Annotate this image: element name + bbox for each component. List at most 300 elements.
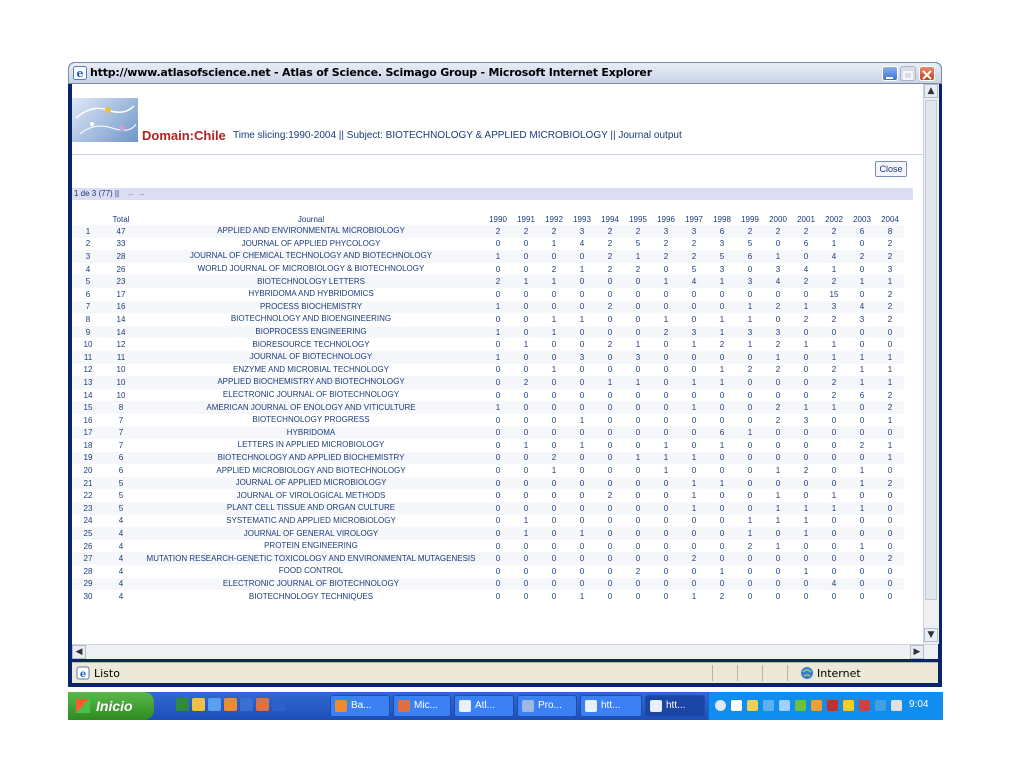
table-row [72, 578, 904, 591]
row-year-count: 0 [624, 464, 652, 477]
row-year-count: 2 [764, 338, 792, 351]
row-rank: 12 [72, 364, 104, 377]
row-year-count: 2 [596, 338, 624, 351]
row-total: 17 [104, 288, 138, 301]
header-journal: Journal [297, 214, 325, 224]
row-year-count: 0 [484, 489, 512, 502]
taskbar-item[interactable] [454, 695, 514, 717]
row-year-count: 0 [680, 439, 708, 452]
row-total: 4 [104, 578, 138, 591]
row-journal: ELECTRONIC JOURNAL OF BIOTECHNOLOGY [138, 389, 484, 402]
taskbar-item[interactable] [517, 695, 577, 717]
row-rank: 14 [72, 389, 104, 402]
row-year-count: 0 [736, 578, 764, 591]
row-total: 12 [104, 338, 138, 351]
table-row [72, 225, 904, 238]
row-year-count: 0 [792, 477, 820, 490]
row-year-count: 0 [848, 527, 876, 540]
scroll-right-button[interactable]: ▶ [910, 645, 924, 659]
tray-arrow-icon[interactable] [715, 700, 726, 711]
row-rank: 21 [72, 477, 104, 490]
header-year: 1995 [629, 214, 647, 224]
table-row [72, 515, 904, 528]
table-row [72, 338, 904, 351]
row-year-count: 0 [736, 351, 764, 364]
row-year-count: 0 [624, 427, 652, 440]
row-year-count: 0 [848, 452, 876, 465]
row-year-count: 1 [820, 489, 848, 502]
row-year-count: 5 [624, 238, 652, 251]
volume-icon[interactable] [875, 700, 886, 711]
row-year-count: 2 [764, 364, 792, 377]
row-year-count: 0 [848, 427, 876, 440]
row-year-count: 1 [652, 275, 680, 288]
row-total: 7 [104, 414, 138, 427]
row-year-count: 1 [540, 364, 568, 377]
row-year-count: 1 [876, 376, 904, 389]
header-year: 1990 [489, 214, 507, 224]
row-year-count: 0 [484, 527, 512, 540]
row-year-count: 4 [568, 238, 596, 251]
row-year-count: 1 [652, 452, 680, 465]
tray-app-icon[interactable] [891, 700, 902, 711]
row-total: 4 [104, 515, 138, 528]
row-year-count: 0 [792, 427, 820, 440]
system-tray [708, 692, 943, 720]
row-year-count: 0 [736, 590, 764, 603]
row-year-count: 3 [652, 225, 680, 238]
scroll-down-button[interactable]: ▼ [924, 628, 938, 642]
row-year-count: 0 [540, 578, 568, 591]
row-year-count: 3 [848, 313, 876, 326]
row-year-count: 0 [820, 326, 848, 339]
horizontal-scrollbar[interactable] [72, 644, 938, 659]
header-year: 1994 [601, 214, 619, 224]
row-year-count: 2 [876, 401, 904, 414]
tray-app-icon[interactable] [859, 700, 870, 711]
row-year-count: 5 [708, 250, 736, 263]
row-year-count: 2 [680, 552, 708, 565]
row-year-count: 1 [596, 376, 624, 389]
row-year-count: 1 [540, 313, 568, 326]
row-journal: ENZYME AND MICROBIAL TECHNOLOGY [138, 364, 484, 377]
row-year-count: 2 [624, 565, 652, 578]
row-journal: BIOTECHNOLOGY TECHNIQUES [138, 590, 484, 603]
row-year-count: 0 [624, 502, 652, 515]
row-year-count: 0 [596, 439, 624, 452]
row-year-count: 0 [708, 552, 736, 565]
maximize-icon [901, 69, 915, 82]
row-year-count: 1 [792, 301, 820, 314]
word-icon[interactable] [272, 698, 285, 711]
header-rank [72, 213, 104, 225]
row-year-count: 0 [540, 414, 568, 427]
row-year-count: 1 [792, 527, 820, 540]
row-rank: 6 [72, 288, 104, 301]
row-year-count: 0 [848, 263, 876, 276]
row-year-count: 2 [876, 238, 904, 251]
row-rank: 10 [72, 338, 104, 351]
row-year-count: 0 [596, 313, 624, 326]
row-rank: 7 [72, 301, 104, 314]
table-row [72, 590, 904, 603]
row-year-count: 1 [848, 275, 876, 288]
row-year-count: 0 [652, 401, 680, 414]
task-label: Pro... [538, 700, 562, 711]
row-year-count: 0 [736, 288, 764, 301]
row-year-count: 0 [876, 489, 904, 502]
row-year-count: 0 [792, 376, 820, 389]
table-row [72, 464, 904, 477]
row-year-count: 0 [540, 427, 568, 440]
row-year-count: 1 [512, 439, 540, 452]
row-year-count: 0 [764, 376, 792, 389]
row-year-count: 5 [736, 238, 764, 251]
row-year-count: 0 [708, 301, 736, 314]
row-year-count: 0 [540, 250, 568, 263]
start-button[interactable] [68, 692, 154, 720]
row-year-count: 0 [652, 527, 680, 540]
powerpoint-icon[interactable] [224, 698, 237, 711]
row-year-count: 2 [792, 313, 820, 326]
row-year-count: 1 [820, 502, 848, 515]
row-year-count: 0 [484, 552, 512, 565]
row-year-count: 0 [736, 439, 764, 452]
outlook-icon[interactable] [240, 698, 253, 711]
row-year-count: 0 [652, 515, 680, 528]
row-year-count: 1 [484, 351, 512, 364]
row-year-count: 1 [568, 313, 596, 326]
row-year-count: 6 [792, 238, 820, 251]
row-year-count: 0 [512, 565, 540, 578]
row-rank: 17 [72, 427, 104, 440]
row-total: 26 [104, 263, 138, 276]
row-rank: 11 [72, 351, 104, 364]
row-year-count: 0 [792, 389, 820, 402]
taskbar-item[interactable] [580, 695, 642, 717]
row-year-count: 0 [876, 565, 904, 578]
row-year-count: 2 [596, 489, 624, 502]
row-year-count: 1 [512, 527, 540, 540]
row-rank: 24 [72, 515, 104, 528]
row-year-count: 0 [568, 578, 596, 591]
row-year-count: 1 [680, 401, 708, 414]
row-year-count: 1 [680, 452, 708, 465]
internet-explorer-icon [73, 66, 87, 80]
table-row [72, 401, 904, 414]
table-row [72, 250, 904, 263]
row-year-count: 1 [736, 301, 764, 314]
row-year-count: 1 [792, 502, 820, 515]
row-year-count: 0 [484, 464, 512, 477]
row-year-count: 1 [540, 464, 568, 477]
row-year-count: 1 [736, 527, 764, 540]
powerpoint-icon [335, 700, 347, 712]
row-year-count: 2 [876, 313, 904, 326]
row-year-count: 1 [568, 590, 596, 603]
row-year-count: 0 [736, 401, 764, 414]
row-year-count: 0 [484, 578, 512, 591]
row-year-count: 6 [848, 225, 876, 238]
row-year-count: 0 [512, 326, 540, 339]
row-year-count: 0 [540, 489, 568, 502]
row-year-count: 4 [792, 263, 820, 276]
title-bar[interactable] [68, 62, 942, 84]
row-year-count: 0 [540, 389, 568, 402]
row-year-count: 0 [848, 578, 876, 591]
row-rank: 30 [72, 590, 104, 603]
row-year-count: 0 [484, 502, 512, 515]
row-total: 8 [104, 401, 138, 414]
tray-app-icon[interactable] [843, 700, 854, 711]
close-icon [920, 69, 934, 82]
row-year-count: 3 [680, 225, 708, 238]
header-year: 2003 [853, 214, 871, 224]
row-year-count: 0 [848, 489, 876, 502]
row-year-count: 0 [792, 351, 820, 364]
divider [72, 154, 923, 155]
start-label: Inicio [96, 698, 133, 714]
row-year-count: 1 [680, 502, 708, 515]
header-year: 2001 [797, 214, 815, 224]
row-year-count: 0 [652, 376, 680, 389]
table-row [72, 263, 904, 276]
row-year-count: 0 [624, 590, 652, 603]
row-year-count: 2 [596, 238, 624, 251]
header-year: 1997 [685, 214, 703, 224]
row-year-count: 0 [848, 326, 876, 339]
row-year-count: 1 [848, 540, 876, 553]
row-year-count: 0 [848, 414, 876, 427]
row-year-count: 0 [876, 527, 904, 540]
row-year-count: 4 [848, 301, 876, 314]
internet-explorer-icon [650, 700, 662, 712]
row-year-count: 0 [596, 351, 624, 364]
row-year-count: 0 [568, 502, 596, 515]
row-year-count: 0 [820, 565, 848, 578]
row-year-count: 4 [820, 250, 848, 263]
row-year-count: 0 [568, 427, 596, 440]
row-year-count: 0 [512, 452, 540, 465]
row-year-count: 0 [512, 489, 540, 502]
row-rank: 13 [72, 376, 104, 389]
row-year-count: 2 [792, 225, 820, 238]
taskbar-item[interactable] [330, 695, 390, 717]
row-year-count: 0 [652, 263, 680, 276]
logo-graphic [72, 98, 138, 142]
row-year-count: 0 [596, 515, 624, 528]
row-year-count: 0 [652, 502, 680, 515]
row-rank: 18 [72, 439, 104, 452]
row-year-count: 0 [764, 552, 792, 565]
taskbar-item[interactable] [393, 695, 451, 717]
scroll-left-button[interactable]: ◀ [72, 645, 86, 659]
row-journal: JOURNAL OF APPLIED MICROBIOLOGY [138, 477, 484, 490]
maximize-button[interactable] [900, 66, 916, 81]
row-year-count: 0 [512, 401, 540, 414]
row-year-count: 1 [484, 401, 512, 414]
row-year-count: 0 [708, 464, 736, 477]
update-icon[interactable] [811, 700, 822, 711]
access-icon[interactable] [256, 698, 269, 711]
row-total: 4 [104, 527, 138, 540]
table-row [72, 364, 904, 377]
row-year-count: 0 [680, 427, 708, 440]
window-title: http://www.atlasofscience.net - Atlas of Science. Scimago Group - Microsoft Internet Explorer [90, 66, 652, 79]
row-year-count: 0 [764, 313, 792, 326]
row-year-count: 0 [876, 590, 904, 603]
row-year-count: 0 [568, 540, 596, 553]
internet-explorer-icon[interactable] [208, 698, 221, 711]
row-year-count: 1 [624, 338, 652, 351]
row-year-count: 0 [820, 515, 848, 528]
row-year-count: 0 [624, 540, 652, 553]
browser-window [68, 62, 942, 687]
row-year-count: 1 [484, 326, 512, 339]
row-year-count: 2 [708, 590, 736, 603]
table-row [72, 414, 904, 427]
security-icon[interactable] [731, 700, 742, 711]
row-year-count: 0 [568, 389, 596, 402]
row-rank: 5 [72, 275, 104, 288]
row-year-count: 2 [876, 250, 904, 263]
row-year-count: 2 [652, 238, 680, 251]
row-year-count: 0 [764, 477, 792, 490]
row-year-count: 1 [820, 263, 848, 276]
row-year-count: 0 [624, 439, 652, 452]
row-total: 16 [104, 301, 138, 314]
row-year-count: 3 [568, 351, 596, 364]
row-year-count: 0 [792, 250, 820, 263]
close-button[interactable]: Close [875, 161, 907, 177]
row-year-count: 0 [540, 351, 568, 364]
row-year-count: 0 [652, 552, 680, 565]
row-year-count: 2 [848, 439, 876, 452]
row-year-count: 0 [736, 565, 764, 578]
row-journal: ELECTRONIC JOURNAL OF BIOTECHNOLOGY [138, 578, 484, 591]
row-year-count: 0 [596, 427, 624, 440]
row-year-count: 1 [820, 351, 848, 364]
row-total: 28 [104, 250, 138, 263]
status-divider [737, 665, 738, 681]
row-year-count: 0 [540, 515, 568, 528]
row-year-count: 0 [736, 414, 764, 427]
row-year-count: 3 [736, 326, 764, 339]
row-year-count: 1 [708, 313, 736, 326]
pager-arrows[interactable]: ← → [127, 189, 146, 198]
row-year-count: 5 [680, 263, 708, 276]
row-year-count: 1 [680, 590, 708, 603]
row-year-count: 1 [848, 502, 876, 515]
row-year-count: 1 [568, 263, 596, 276]
table-row [72, 439, 904, 452]
excel-icon[interactable] [176, 698, 189, 711]
folder-icon[interactable] [192, 698, 205, 711]
table-body [72, 225, 904, 603]
table-row [72, 275, 904, 288]
row-year-count: 0 [792, 364, 820, 377]
row-year-count: 0 [484, 439, 512, 452]
row-year-count: 0 [624, 301, 652, 314]
row-year-count: 0 [540, 338, 568, 351]
windows-flag-icon [76, 699, 90, 713]
row-year-count: 0 [624, 389, 652, 402]
row-journal: JOURNAL OF VIROLOGICAL METHODS [138, 489, 484, 502]
row-year-count: 0 [652, 351, 680, 364]
row-year-count: 3 [708, 263, 736, 276]
row-year-count: 0 [792, 452, 820, 465]
antivirus-icon[interactable] [827, 700, 838, 711]
vertical-scrollbar[interactable] [923, 84, 939, 644]
row-year-count: 0 [764, 238, 792, 251]
table-row [72, 238, 904, 251]
row-year-count: 0 [820, 527, 848, 540]
row-year-count: 0 [792, 578, 820, 591]
row-journal: LETTERS IN APPLIED MICROBIOLOGY [138, 439, 484, 452]
scroll-thumb[interactable] [925, 100, 937, 600]
network-icon[interactable] [763, 700, 774, 711]
row-year-count: 6 [708, 427, 736, 440]
row-year-count: 1 [624, 452, 652, 465]
row-year-count: 1 [512, 275, 540, 288]
row-rank: 27 [72, 552, 104, 565]
row-year-count: 0 [680, 313, 708, 326]
row-total: 10 [104, 389, 138, 402]
row-year-count: 0 [512, 578, 540, 591]
row-year-count: 2 [652, 326, 680, 339]
row-year-count: 2 [484, 275, 512, 288]
row-year-count: 2 [876, 288, 904, 301]
row-year-count: 0 [708, 452, 736, 465]
row-year-count: 2 [876, 389, 904, 402]
row-total: 11 [104, 351, 138, 364]
row-year-count: 2 [820, 364, 848, 377]
scroll-up-button[interactable]: ▲ [924, 84, 938, 98]
row-year-count: 0 [708, 389, 736, 402]
row-year-count: 1 [708, 326, 736, 339]
row-year-count: 3 [820, 301, 848, 314]
row-year-count: 6 [708, 225, 736, 238]
row-year-count: 0 [540, 301, 568, 314]
row-year-count: 2 [764, 401, 792, 414]
security-zone: Internet [817, 667, 861, 680]
row-year-count: 0 [596, 578, 624, 591]
status-bar [72, 662, 938, 683]
shield-icon[interactable] [795, 700, 806, 711]
row-total: 5 [104, 502, 138, 515]
pager-label: 1 de 3 (77) || [74, 189, 120, 198]
row-year-count: 0 [680, 578, 708, 591]
taskbar-item-active[interactable] [645, 695, 705, 717]
row-journal: BIOPROCESS ENGINEERING [138, 326, 484, 339]
mail-icon[interactable] [747, 700, 758, 711]
row-year-count: 1 [708, 477, 736, 490]
task-label: Mic... [414, 700, 438, 711]
row-year-count: 1 [848, 364, 876, 377]
close-window-button[interactable] [919, 66, 935, 81]
internet-zone-icon [800, 666, 814, 680]
row-year-count: 0 [568, 452, 596, 465]
row-journal: PROCESS BIOCHEMISTRY [138, 301, 484, 314]
row-year-count: 2 [876, 477, 904, 490]
row-year-count: 0 [484, 288, 512, 301]
row-year-count: 0 [820, 439, 848, 452]
row-total: 4 [104, 540, 138, 553]
row-rank: 16 [72, 414, 104, 427]
status-divider [712, 665, 713, 681]
minimize-button[interactable] [882, 66, 898, 81]
network-icon[interactable] [779, 700, 790, 711]
